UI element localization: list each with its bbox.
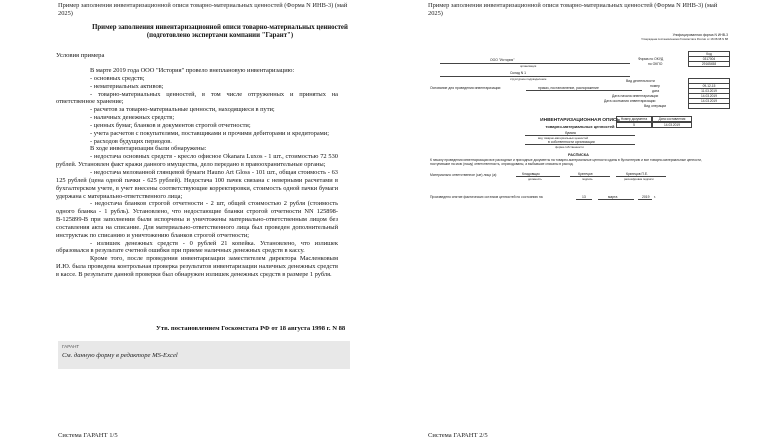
op-value [688, 103, 730, 109]
example-conditions-heading: Условия примера [56, 52, 105, 59]
code-head: Код [688, 51, 730, 57]
body-paragraph: Кроме того, после проведения инвентаризации заместителем директора Масленковым И.Ю. была проведена контрольная проверка результатов инвентаризации наличных денежных средств в кассе. В результате данной проверки был обнаружен излишек денежных средств в размере 1 рубля. [56, 255, 338, 278]
form-title-1: ИНВЕНТАРИЗАЦИОННАЯ ОПИСЬ [540, 118, 620, 123]
body-paragraph: - ценных бумаг, бланков и документов строгой отчетности; [90, 121, 251, 129]
page-header: Пример заполнения инвентаризационной описи товарно-материальных ценностей (Форма N ИНВ-3) (май 2025) [428, 2, 718, 17]
dept-name: Склад N 1 [510, 71, 527, 75]
garant-note [58, 341, 350, 369]
page-footer: Система ГАРАНТ 1/5 [58, 432, 118, 439]
own-caption: форма собственности [555, 145, 584, 149]
mol-name: Кузнецов П.Е. [626, 172, 649, 176]
page-footer: Система ГАРАНТ 2/5 [428, 432, 488, 439]
dept-caption: структурное подразделение [510, 77, 547, 81]
day-line [576, 199, 592, 200]
title-line-1: Пример заполнения инвентаризационной описи товарно-материальных ценностей [92, 24, 348, 31]
body-paragraph: - основных средств; [90, 74, 145, 82]
okud-label: Форма по ОКУД [638, 57, 664, 61]
receipt-title: РАСПИСКА [568, 153, 589, 157]
body-paragraph: - излишек денежных средств - 0 рублей 21 копейка. Установлено, что излишек образовался в результате счетной ошибки при приеме наличных денежных средств в кассу. [56, 239, 338, 255]
org-name: ООО "История" [490, 58, 515, 62]
mol-position: Кладовщик [522, 172, 540, 176]
example-body [56, 67, 338, 279]
okpo-label: по ОКПО [648, 62, 663, 66]
pos-caption: должность [528, 177, 542, 181]
okud-value: 0317004 [688, 56, 730, 62]
op-label: Вид операции [644, 104, 667, 108]
form-ref-2: Утверждена постановлением Госкомстата России от 18.08.98 N 88 [641, 37, 728, 41]
doc-num-value: 5 [616, 122, 652, 128]
form-title-2: товарно-материальных ценностей [545, 124, 615, 129]
mol-label: Материально ответственное (ые) лицо (а): [430, 173, 498, 177]
end-value: 14.03.2019 [688, 98, 730, 104]
form-ref: Унифицированная форма N ИНВ-3 [672, 33, 728, 37]
kind-value: бумага [565, 131, 576, 135]
body-paragraph: - недостача основных средств - кресло офисное Okanara Luxos - 1 шт., стоимостью 72 530 рублей. Установлен факт кражи данного имущества, дело передано в правоохранительные органы; [56, 153, 338, 169]
body-paragraph: - товарно-материальных ценностей, в том числе отгруженных и принятых на ответственное хранение; [56, 90, 338, 106]
month-line [598, 199, 634, 200]
page-header: Пример заполнения инвентаризационной описи товарно-материальных ценностей (Форма N ИНВ-3) (май 2025) [58, 2, 348, 17]
num-value: 09-12-15 [688, 83, 730, 89]
own-value: в собственности организации [548, 140, 595, 144]
inv3-form-image [430, 20, 730, 220]
body-paragraph: - расчетов за товарно-материальные ценности, находящиеся в пути; [90, 106, 275, 114]
name-caption: расшифровка подписи [624, 177, 654, 181]
fact-label: Произведено снятие фактических остатков ценностей по состоянию на [430, 195, 543, 199]
garant-note-label: ГАРАНТ [62, 344, 80, 349]
body-paragraph: - недостача мелованной глянцевой бумаги Hauno Art Gloss - 101 шт., общая стоимость - 63 125 рублей (цена одной пачки - 625 рублей). Недостача 100 пачек связана с неверными расчетами в бухгалтерском учете, в учет внесены соответствующие корректировки, стоимость одной пачки бумаги удержана с материально-ответственного лица; [56, 168, 338, 200]
kind-caption: вид товарно-материальных ценностей [538, 136, 589, 140]
fact-month: марта [608, 195, 618, 199]
fact-day: 13 [582, 195, 586, 199]
start-label: Дата начала инвентаризации [612, 94, 659, 98]
document-page-2 [390, 0, 780, 440]
body-paragraph: - недостача бланков строгой отчетности - 2 шт, общей стоимостью 2 рубля (стоимость одного бланка - 1 рубль). Установлено, что недостающие бланки строгой отчетности NN 125898-В-125899-В при заполнении были испорчены и уничтожены материально-ответственным лицом без составления акта на списание. Для материально-ответственного лица был проведен дополнительный инструктаж по списанию и уничтожению бланков строгой отчетности; [56, 200, 338, 239]
okpo-value: 29165458 [688, 61, 730, 67]
year-line [638, 199, 652, 200]
basis-label: Основание для проведения инвентаризации: [430, 86, 502, 90]
body-paragraph: - наличных денежных средств; [90, 114, 175, 122]
sign-caption: подпись [582, 177, 593, 181]
date-label: дата [652, 89, 660, 93]
fact-year: 2019 [642, 195, 650, 199]
body-paragraph: В ходе инвентаризации были обнаружены: [90, 145, 207, 153]
body-paragraph: В марте 2019 года ООО "История" провело внеплановую инвентаризацию: [90, 67, 295, 74]
end-label: Дата окончания инвентаризации [604, 99, 656, 103]
activity-label: Вид деятельности [626, 79, 655, 83]
fact-year-suffix: г. [654, 195, 656, 199]
body-paragraph: - учета расчетов с покупателями, поставщиками и прочими дебиторами и кредиторами; [90, 129, 329, 137]
body-paragraph: - нематериальных активов; [90, 82, 164, 90]
doc-date-head: Дата составления [652, 116, 692, 122]
body-paragraph: - расходов будущих периодов. [90, 137, 172, 145]
document-title [80, 24, 360, 41]
date-value: 11.03.2019 [688, 88, 730, 94]
approval-note: Утв. постановлением Госкомстата РФ от 18 августа 1998 г. N 88 [156, 325, 346, 332]
doc-num-head: Номер документа [616, 116, 652, 122]
garant-note-link[interactable]: См. данную форму в редакторе MS-Excel [62, 352, 178, 359]
num-label: номер [650, 84, 660, 88]
basis-line [526, 90, 642, 91]
receipt-text: К началу проведения инвентаризации все расходные и приходные документы на товарно-материальные ценности сданы в бухгалтерию и все товарно-материальные ценности, поступившие на мою (нашу) ответственность, оприходованы, а выбывшие списаны в расход. [430, 158, 702, 167]
title-line-2: (подготовлено экспертами компании "Гарант") [146, 32, 294, 40]
basis-value: приказ, постановление, распоряжение [538, 86, 599, 90]
doc-date-value: 14.03.2019 [652, 122, 692, 128]
mol-signature: Кузнецов [578, 172, 593, 176]
org-caption: организация [520, 64, 537, 68]
start-value: 14.03.2019 [688, 93, 730, 99]
